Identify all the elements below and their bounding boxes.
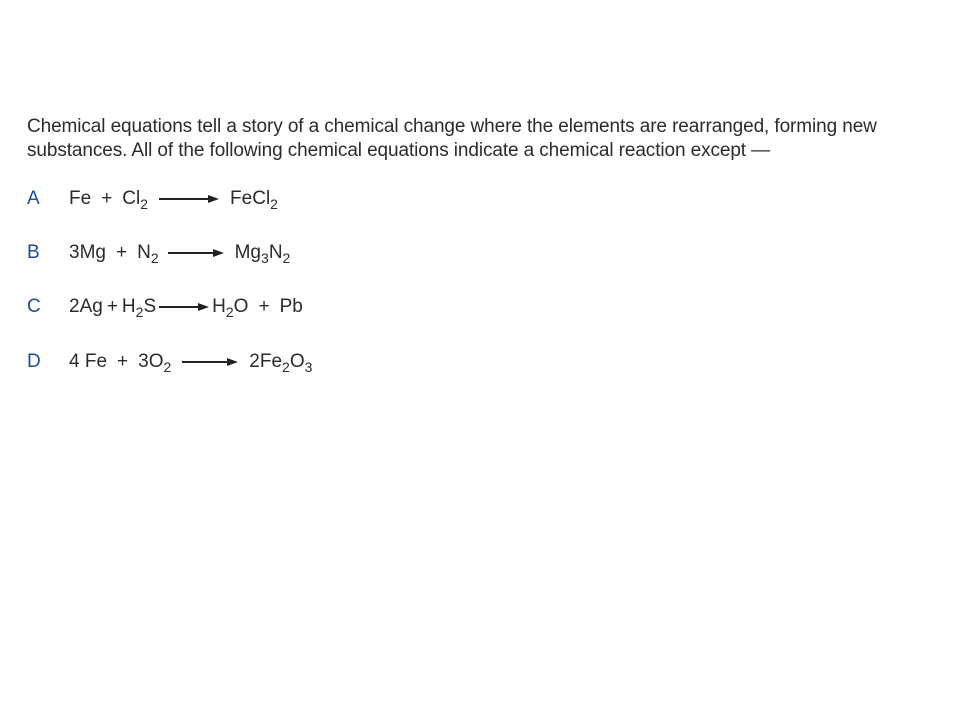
reaction-arrow-icon	[158, 194, 220, 204]
plus-sign: +	[101, 188, 113, 209]
reactant: 3Mg	[69, 242, 106, 263]
reaction-arrow-icon	[181, 357, 239, 367]
reaction-arrow-icon	[167, 248, 225, 258]
chemical-equation	[69, 241, 290, 265]
plus-sign: +	[106, 296, 118, 317]
product: $H_2O$	[212, 296, 249, 320]
product: $2Fe_2O_3$	[249, 351, 313, 375]
question-line-1: Chemical equations tell a story of a chemical change where the elements are rearranged, forming new	[27, 116, 877, 137]
question-line-2: substances. All of the following chemical equations indicate a chemical reaction except —	[27, 140, 771, 161]
reactant: $H_2S$	[121, 296, 157, 320]
product: $Mg_3N_2$	[234, 242, 291, 266]
chemical-equation	[69, 187, 278, 211]
reactant: $N_2$	[137, 242, 159, 266]
choice-letter: B	[27, 242, 40, 263]
reactant: $Cl_2$	[122, 188, 149, 212]
reactant: $3O_2$	[138, 351, 172, 375]
plus-sign: +	[115, 242, 128, 263]
reaction-arrow-icon	[158, 302, 210, 312]
choice-letter: A	[27, 188, 40, 209]
choice-letter: C	[27, 296, 41, 317]
product: FeCl$_2$	[230, 188, 278, 212]
plus-sign: +	[117, 351, 129, 372]
chemical-equation	[69, 350, 312, 374]
question-stem	[27, 115, 937, 163]
reactant: 2Ag	[69, 296, 103, 317]
choice-letter: D	[27, 351, 41, 372]
reactant: Fe	[69, 188, 92, 209]
chemical-equation	[69, 295, 303, 319]
plus-sign: +	[258, 296, 270, 317]
product: Pb	[279, 296, 303, 317]
reactant: 4 Fe	[69, 351, 108, 372]
